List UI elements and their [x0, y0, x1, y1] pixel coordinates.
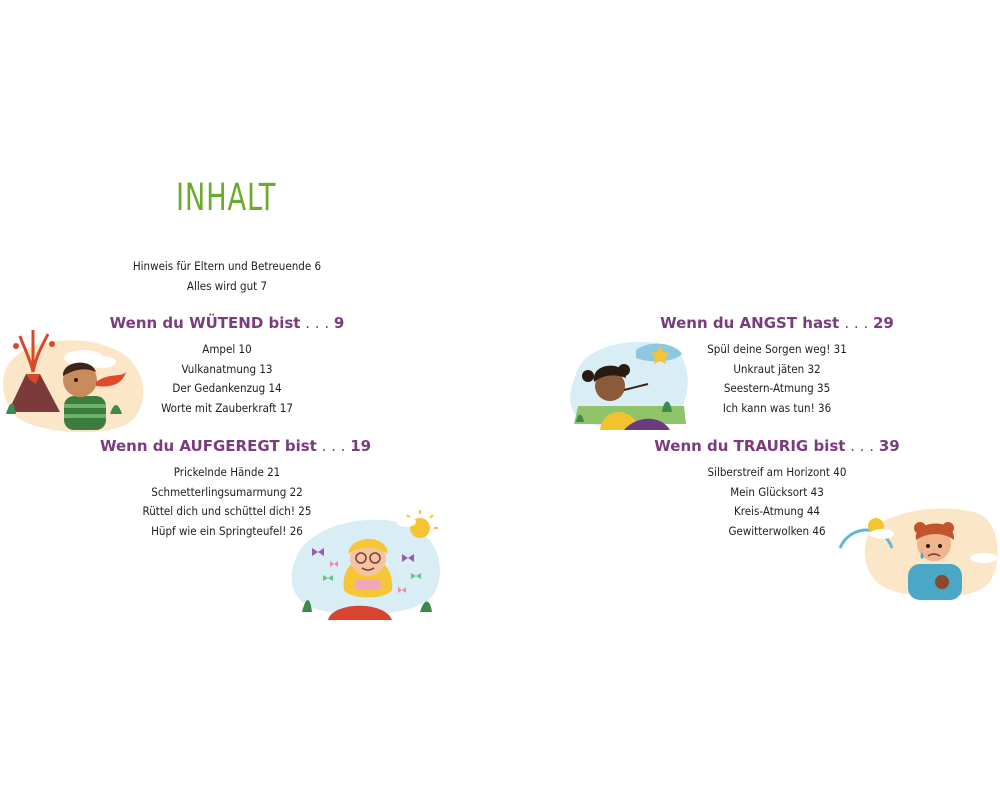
- toc-entry[interactable]: Unkraut jäten 32: [733, 361, 821, 376]
- toc-entry[interactable]: Vulkanatmung 13: [181, 361, 273, 376]
- section-heading-page: 19: [350, 437, 372, 455]
- anxious-boy-illustration: [566, 334, 691, 430]
- excited-girl-butterflies-illustration: [288, 508, 448, 620]
- section-heading-page: 39: [878, 437, 900, 455]
- toc-entry[interactable]: Silberstreif am Horizont 40: [707, 465, 847, 479]
- toc-entry[interactable]: Hüpf wie ein Springteufel! 26: [151, 523, 303, 538]
- toc-entry[interactable]: Rüttel dich und schüttel dich! 25: [142, 504, 312, 518]
- toc-entry[interactable]: Der Gedankenzug 14: [172, 381, 282, 395]
- toc-entry[interactable]: Schmetterlingsumarmung 22: [151, 484, 303, 499]
- section-heading-angst[interactable]: [650, 312, 904, 334]
- toc-entry[interactable]: Prickelnde Hände 21: [173, 465, 281, 479]
- toc-entry-hinweis[interactable]: Hinweis für Eltern und Betreuende 6: [132, 259, 322, 273]
- section-heading-text: Wenn du TRAURIG bist: [654, 437, 846, 455]
- toc-entry[interactable]: Kreis-Atmung 44: [733, 504, 821, 518]
- section-heading-dots: . . .: [844, 314, 873, 332]
- toc-entry[interactable]: Ich kann was tun! 36: [722, 400, 832, 415]
- toc-entry[interactable]: Seestern-Atmung 35: [723, 381, 831, 395]
- angry-child-volcano-illustration: [0, 322, 150, 434]
- section-heading-page: 29: [873, 314, 894, 332]
- section-heading-dots: . . .: [845, 437, 879, 455]
- section-heading-dots: . . .: [300, 314, 334, 332]
- toc-entry-alles-wird-gut[interactable]: Alles wird gut 7: [186, 278, 268, 293]
- section-heading-dots: . . .: [316, 437, 351, 455]
- toc-entry[interactable]: Mein Glücksort 43: [730, 484, 824, 499]
- page-title: INHALT: [176, 176, 277, 219]
- section-heading-page: 9: [333, 314, 345, 332]
- section-heading-text: Wenn du ANGST hast: [660, 314, 845, 332]
- section-heading-traurig[interactable]: [650, 435, 904, 457]
- toc-entry[interactable]: Spül deine Sorgen weg! 31: [707, 342, 847, 356]
- toc-entry[interactable]: Ampel 10: [202, 342, 252, 356]
- section-heading-text: Wenn du AUFGEREGT bist: [100, 437, 317, 455]
- section-heading-text: Wenn du WÜTEND bist: [109, 314, 301, 332]
- section-heading-aufgeregt[interactable]: [100, 435, 372, 457]
- intro-list: [100, 257, 354, 296]
- sad-child-rainbow-illustration: [836, 502, 1000, 600]
- toc-entry[interactable]: Gewitterwolken 46: [728, 523, 826, 538]
- toc-entry[interactable]: Worte mit Zauberkraft 17: [161, 400, 293, 415]
